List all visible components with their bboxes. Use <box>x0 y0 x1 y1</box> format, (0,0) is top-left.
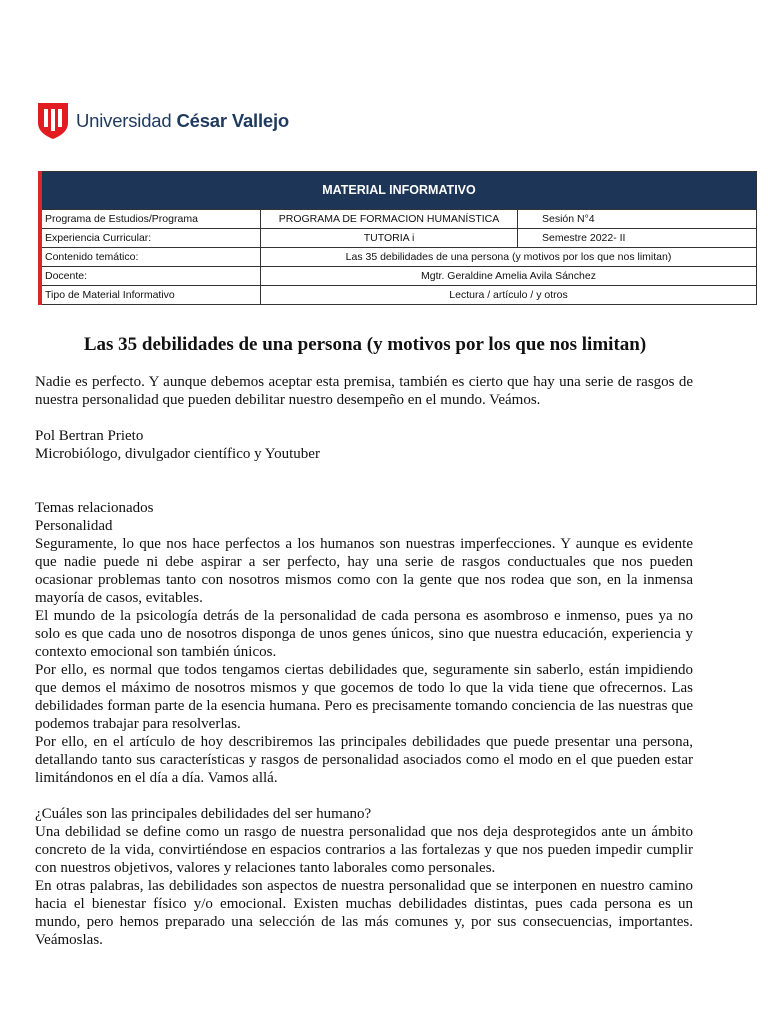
section-question: ¿Cuáles son las principales debilidades del ser humano? <box>35 806 372 822</box>
row-label-program: Programa de Estudios/Programa <box>40 210 261 229</box>
body-paragraph: Por ello, es normal que todos tengamos ciertas debilidades que, seguramente sin saberlo, están impidiendo que demos el máximo de nosotros mismos y que gocemos de todo lo que la vida tiene que ofrecernos. Las debilidades forman parte de la esencia humana. Pero es precisamente tomando conciencia de las nuestras que podemos trabajar para resolverlas. <box>35 662 693 732</box>
university-logo <box>38 103 289 139</box>
body-paragraph: Una debilidad se define como un rasgo de nuestra personalidad que nos deja desprotegidos ante un ámbito concreto de la vida, convirtiéndose en espacios contrarios a las fortalezas y que nos pueden impedir cumplir con nuestros objetivos, valores y relaciones tanto laborales como personales. <box>35 824 693 876</box>
row-value-teacher: Mgtr. Geraldine Amelia Avila Sánchez <box>261 267 757 286</box>
table-header-row <box>40 172 757 210</box>
intro-paragraph: Nadie es perfecto. Y aunque debemos aceptar esta premisa, también es cierto que hay una serie de rasgos de nuestra personalidad que pueden debilitar nuestro desempeño en el mundo. Veámos. <box>35 374 693 408</box>
article-body <box>35 373 693 949</box>
body-paragraph: Seguramente, lo que nos hace perfectos a los humanos son nuestras imperfecciones. Y aunque es evidente que nadie puede ni debe aspirar a ser perfecto, hay una serie de rasgos conductuales que nos pueden ocasionar problemas tanto con nosotros mismos como con la gente que nos rodea que son, en la inmensa mayoría de casos, evitables. <box>35 536 693 606</box>
row-value-material-type: Lectura / artículo / y otros <box>261 286 757 305</box>
table-row <box>40 267 757 286</box>
row-extra-session: Sesión N°4 <box>518 210 757 229</box>
related-topic-link[interactable]: Personalidad <box>35 518 113 534</box>
row-value-experience: TUTORIA i <box>261 229 518 248</box>
table-row <box>40 248 757 267</box>
article-title: Las 35 debilidades de una persona (y motivos por los que nos limitan) <box>83 334 647 355</box>
body-paragraph: El mundo de la psicología detrás de la personalidad de cada persona es asombroso e inmenso, pues ya no solo es que cada uno de nosotros disponga de unos genes únicos, sino que nuestra educación, experiencia y contexto emocional son también únicos. <box>35 608 693 660</box>
table-row <box>40 229 757 248</box>
course-info-table <box>38 171 757 305</box>
logo-name: Universidad <box>76 110 172 131</box>
row-value-content: Las 35 debilidades de una persona (y motivos por los que nos limitan) <box>261 248 757 267</box>
logo-name-bold: César Vallejo <box>176 110 290 131</box>
logo-wordmark <box>76 110 289 132</box>
table-row <box>40 210 757 229</box>
table-title: MATERIAL INFORMATIVO <box>40 172 757 210</box>
row-label-content: Contenido temático: <box>40 248 261 267</box>
row-value-program: PROGRAMA DE FORMACION HUMANÍSTICA <box>261 210 518 229</box>
row-label-teacher: Docente: <box>40 267 261 286</box>
body-paragraph: Por ello, en el artículo de hoy describiremos las principales debilidades que puede presentar una persona, detallando tanto sus características y rasgos de personalidad asociados como el modo en el que pueden estar limitándonos en el día a día. Vamos allá. <box>35 734 693 786</box>
row-label-experience: Experiencia Curricular: <box>40 229 261 248</box>
author-role: Microbiólogo, divulgador científico y Youtuber <box>35 446 320 462</box>
row-label-material-type: Tipo de Material Informativo <box>40 286 261 305</box>
ucv-shield-icon <box>38 103 68 139</box>
table-row <box>40 286 757 305</box>
author-name: Pol Bertran Prieto <box>35 428 144 444</box>
row-extra-semester: Semestre 2022- II <box>518 229 757 248</box>
related-topics-label: Temas relacionados <box>35 500 154 516</box>
body-paragraph: En otras palabras, las debilidades son aspectos de nuestra personalidad que se interponen en nuestro camino hacia el bienestar físico y/o emocional. Existen muchas debilidades distintas, pues cada persona es un mundo, pero hemos preparado una selección de las más comunes y, por sus consecuencias, importantes. Veámoslas. <box>35 878 693 948</box>
